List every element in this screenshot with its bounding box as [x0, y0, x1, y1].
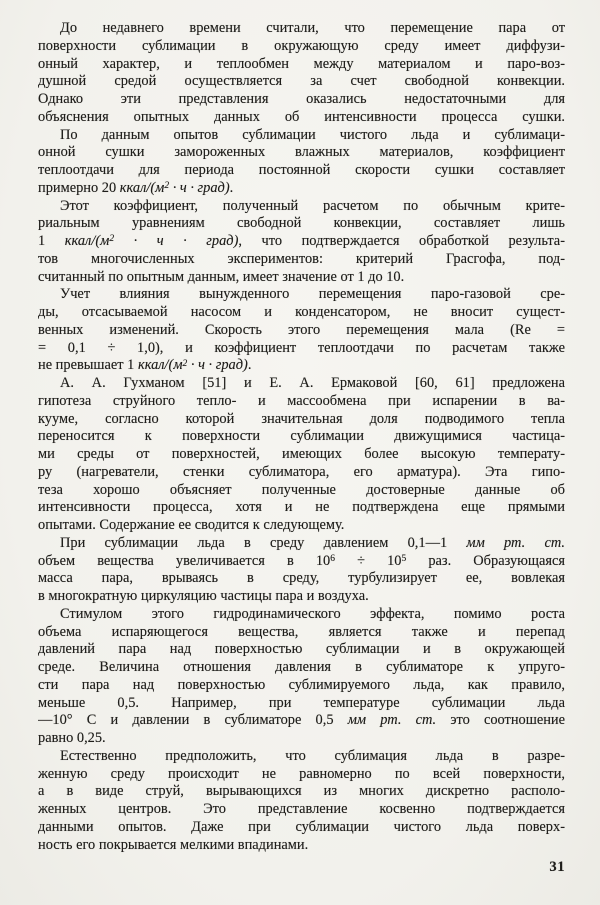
text-line: давлений пара над поверхностью сублимации и в окружающей: [38, 641, 565, 658]
page-number: 31: [549, 859, 565, 875]
text-line: поверхности сублимации в окружающую среду имеет диффузи-: [38, 37, 565, 54]
text-line: онной сушки замороженных влажных материалов, коэффициент: [38, 144, 565, 161]
text-line: кууме, согласно которой значительная доля подводимого тепла: [38, 410, 565, 427]
text-line: Учет влияния вынужденного перемещения паро-газовой сре-: [60, 286, 565, 303]
text-line: риальным уравнениям свободной конвекции, составляет лишь: [38, 215, 565, 232]
text-line: При сублимации льда в среду давлением 0,1—1 мм рт. ст.: [60, 534, 565, 551]
text-line: Однако эти представления оказались недостаточными для: [38, 91, 565, 107]
text-line: считанный по опытным данным, имеет значение от 1 до 10.: [38, 268, 405, 285]
text-line: До недавнего времени считали, что перемещение пара от: [60, 20, 565, 36]
text-line: данными опытов. Даже при сублимации чистого льда поверх-: [38, 818, 565, 835]
text-line: тов многочисленных экспериментов: критерий Грасгофа, под-: [38, 250, 565, 267]
text-line: интенсивности процесса, хотя и не подтверждена еще прямыми: [38, 499, 565, 516]
text-line: гипотеза струйного тепло- и массообмена при испарении в ва-: [38, 392, 565, 409]
text-line: равно 0,25.: [38, 730, 106, 746]
paragraph: [38, 748, 565, 855]
text-line: ды, отсасываемой насосом и конденсатором, не вносит сущест-: [38, 304, 565, 320]
text-line: ность его покрывается мелкими впадинами.: [38, 836, 309, 853]
paragraph: [38, 20, 565, 127]
text-line: венных изменений. Скорость этого перемещения мала (Re =: [38, 321, 565, 338]
text-line: переносится к поверхности сублимации движущимися частица-: [38, 428, 565, 445]
text-line: Этот коэффициент, полученный расчетом по обычным крите-: [60, 197, 565, 214]
text-line: онный характер, и теплообмен между материалом и паро-воз-: [38, 55, 565, 72]
text-line: объема испаряющегося вещества, является также и перепад: [38, 623, 565, 640]
text-line: сти пара над поверхностью сублимируемого льда, как правило,: [38, 676, 565, 693]
paragraph: [38, 198, 565, 287]
text-line: объяснения опытных данных об интенсивности процесса сушки.: [38, 108, 565, 125]
text-line: Естественно предположить, что сублимация льда в разре-: [60, 747, 565, 764]
text-line: объем вещества увеличивается в $10^6 \div 10^5$ раз. Образующаяся: [38, 552, 565, 569]
text-line: а в виде струй, вырывающихся из многих дискретно располо-: [38, 783, 565, 800]
paragraph: [38, 286, 565, 375]
text-line: А. А. Гухманом [51] и Е. А. Ермаковой [60, 61] предложена: [60, 375, 565, 391]
text-line: Стимулом этого гидродинамического эффекта, помимо роста: [60, 605, 565, 622]
text-line: женную среду происходит не равномерно по всей поверхности,: [38, 765, 565, 782]
text-line: не превышает 1 ккал/($м^2 \cdot ч$ · град).: [38, 357, 252, 374]
text-line: 1 ккал/($м^2 \cdot ч$ · град), что подтверждается обработкой результа-: [38, 233, 565, 249]
paragraph: [38, 535, 565, 606]
text-line: меньше 0,5. Например, при температуре сублимации льда: [38, 694, 565, 711]
text-line: среде. Величина отношения давления в сублиматоре к упруго-: [38, 659, 565, 675]
text-line: ру (нагреватели, стенки сублиматора, его арматура). Эта гипо-: [38, 463, 565, 480]
text-line: женных центров. Это представление косвенно подтверждается: [38, 801, 565, 817]
text-line: в многократную циркуляцию частицы пара и воздуха.: [38, 588, 369, 604]
text-line: ми среды от поверхностей, имеющих более высокую температу-: [38, 446, 565, 462]
paragraph: [38, 606, 565, 748]
text-line: опытами. Содержание ее сводится к следующему.: [38, 517, 345, 533]
text-line: —10° С и давлении в сублиматоре 0,5 мм рт. ст. это соотношение: [38, 712, 565, 729]
text-line: По данным опытов сублимации чистого льда и сублимаци-: [60, 126, 565, 143]
paragraph: [38, 375, 565, 535]
text-line: = 0,1 ÷ 1,0), и коэффициент теплоотдачи по расчетам также: [38, 339, 565, 356]
text-line: душной средой осуществляется за счет свободной конвекции.: [38, 73, 565, 90]
text-line: примерно 20 ккал/($м^2 \cdot ч$ · град).: [38, 179, 234, 196]
paragraph: [38, 127, 565, 198]
text-line: теза хорошо объясняет полученные достоверные данные об: [38, 481, 565, 498]
text-line: масса пара, врываясь в среду, турбулизирует ее, вовлекая: [38, 570, 565, 587]
text-line: теплоотдачи для периода постоянной скорости сушки составляет: [38, 162, 565, 178]
document-body: [38, 20, 565, 854]
